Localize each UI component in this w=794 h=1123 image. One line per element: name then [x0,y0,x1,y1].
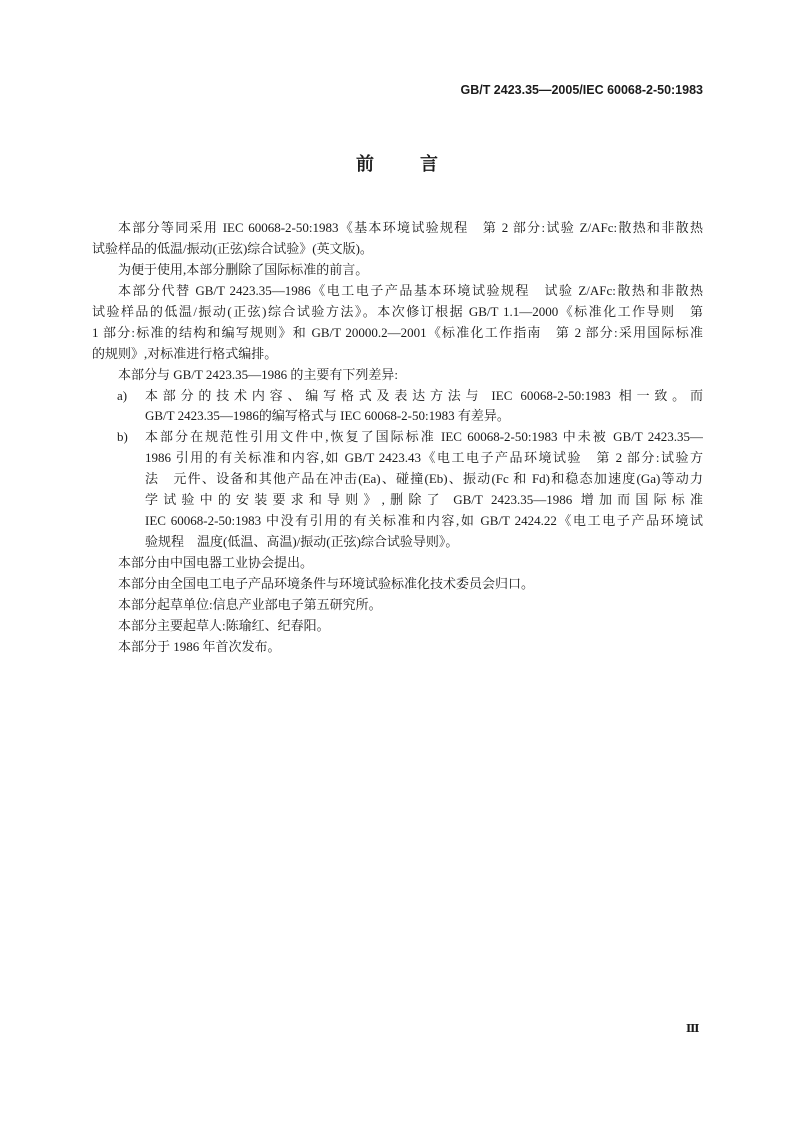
list-marker-b: b) [117,429,128,445]
difference-a-line-2: GB/T 2423.35—1986的编写格式与 IEC 60068-2-50:1983 有差异。 [145,408,510,424]
difference-b-line-3: 法 元件、设备和其他产品在冲击(Ea)、碰撞(Eb)、振动(Fc 和 Fd)和稳态加速度(Ga)等动力 [145,471,703,487]
proposed-by-line: 本部分由中国电器工业协会提出。 [118,555,314,570]
replacement-paragraph [92,281,703,365]
administered-by-line: 本部分由全国电工电子产品环境条件与环境试验标准化技术委员会归口。 [118,575,535,591]
replacement-line-3: 1 部分:标准的结构和编写规则》和 GB/T 20000.2—2001《标准化工作指南 第 2 部分:采用国际标准 [92,324,703,340]
adoption-line-2: 试验样品的低温/振动(正弦)综合试验》(英文版)。 [92,240,373,256]
adoption-line-1: 本部分等同采用 IEC 60068-2-50:1983《基本环境试验规程 第 2 部分:试验 Z/AFc:散热和非散热 [118,220,703,235]
difference-b-line-4: 学试验中的安装要求和导则》,删除了 GB/T 2423.35—1986 增加而国际标准 [145,492,703,508]
foreword-removed-paragraph [92,260,703,281]
administered-by-paragraph [92,574,703,595]
standard-code-header: GB/T 2423.35—2005/IEC 60068-2-50:1983 [460,83,703,97]
drafting-unit-line: 本部分起草单位:信息产业部电子第五研究所。 [118,596,382,612]
first-published-paragraph [92,637,703,658]
list-marker-a: a) [117,387,128,403]
difference-item-a [92,386,703,428]
replacement-line-2: 试验样品的低温/振动(正弦)综合试验方法》。本次修订根据 GB/T 1.1—2000《标准化工作导则 第 [92,303,703,319]
page-number: Ⅲ [686,1023,700,1035]
replacement-line-1: 本部分代替 GB/T 2423.35—1986《电工电子产品基本环境试验规程 试验 Z/AFc:散热和非散热 [118,282,703,298]
preface-body [92,218,703,658]
difference-b-line-6: 验规程 温度(低温、高温)/振动(正弦)综合试验导则》。 [145,534,459,550]
difference-b-line-2: 1986 引用的有关标准和内容,如 GB/T 2423.43《电工电子产品环境试验 第 2 部分:试验方 [145,450,703,466]
first-published-line: 本部分于 1986 年首次发布。 [118,638,281,654]
page-title: 前 言 [356,154,452,175]
difference-item-b [92,427,703,553]
proposed-by-paragraph [92,553,703,574]
replacement-line-4: 的规则》,对标准进行格式编排。 [92,345,278,361]
foreword-removed-line: 为便于使用,本部分删除了国际标准的前言。 [118,261,369,277]
difference-b-line-5: IEC 60068-2-50:1983 中没有引用的有关标准和内容,如 GB/T 2424.22《电工电子产品环境试 [145,513,703,529]
drafters-paragraph [92,616,703,637]
adoption-paragraph [92,218,703,260]
difference-b-line-1: 本部分在规范性引用文件中,恢复了国际标准 IEC 60068-2-50:1983 中未被 GB/T 2423.35— [145,429,703,445]
drafters-line: 本部分主要起草人:陈瑜红、纪春阳。 [118,617,330,633]
differences-intro-paragraph [92,365,703,386]
drafting-unit-paragraph [92,595,703,616]
difference-a-line-1: 本部分的技术内容、编写格式及表达方法与 IEC 60068-2-50:1983 相一致。而 [145,387,703,403]
differences-intro-line: 本部分与 GB/T 2423.35—1986 的主要有下列差异: [118,366,398,382]
